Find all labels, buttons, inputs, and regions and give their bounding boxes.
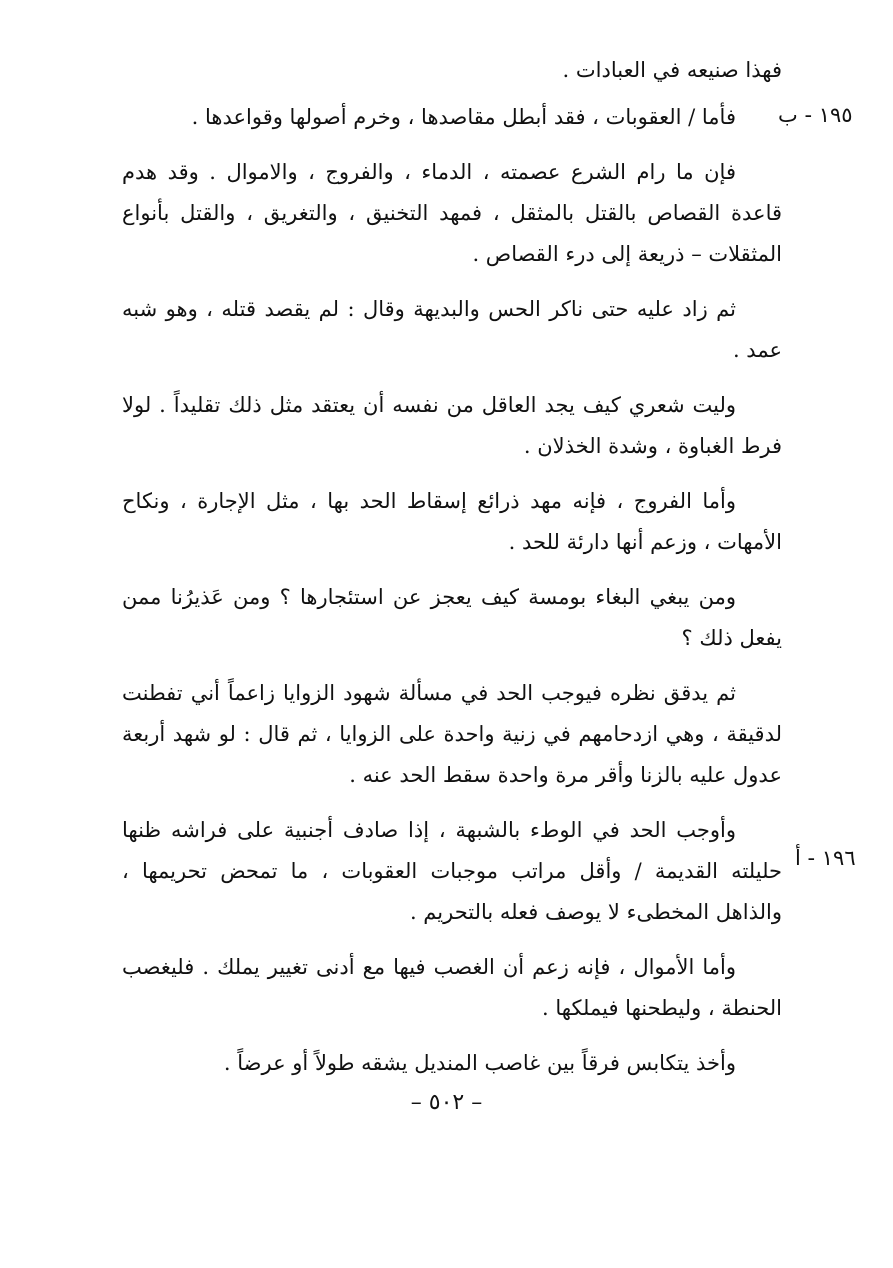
paragraph-quasi-intent: ثم زاد عليه حتى ناكر الحس والبديهة وقال : لم يقصد قتله ، وهو شبه عمد .	[122, 297, 782, 362]
paragraph-usurper: وأخذ يتكابس فرقاً بين غاصب المنديل يشقه طولاً أو عرضاً .	[223, 1051, 736, 1075]
text-body	[122, 50, 782, 1098]
paragraph-chastity: وأما الفروج ، فإنه مهد ذرائع إسقاط الحد بها ، مثل الإجارة ، ونكاح الأمهات ، وزعم أنها دارئة للحد .	[122, 489, 782, 554]
paragraph-imitation: وليت شعري كيف يجد العاقل من نفسه أن يعتقد مثل ذلك تقليداً . لولا فرط الغباوة ، وشدة الخذلان .	[122, 393, 782, 458]
page-number: – ٥٠٢ –	[410, 1090, 483, 1115]
margin-note-folio-195b: ١٩٥ - ب	[778, 103, 853, 127]
paragraph-property: وأما الأموال ، فإنه زعم أن الغصب فيها مع أدنى تغيير يملك . فليغصب الحنطة ، وليطحنها فيملكها .	[122, 955, 782, 1020]
paragraph-question: ومن يبغي البغاء بومسة كيف يعجز عن استئجارها ؟ ومن عَذيرُنا ممن يفعل ذلك ؟	[122, 585, 782, 650]
paragraph-retribution: فإن ما رام الشرع عصمته ، الدماء ، والفروج ، والاموال . وقد هدم قاعدة القصاص بالقتل بالمثقل ، فمهد التخنيق ، والتغريق ، والقتل بأنواع المثقلات – ذريعة إلى درء القصاص .	[122, 160, 782, 266]
opening-line: فهذا صنيعه في العبادات .	[562, 58, 782, 82]
paragraph-punishments: فأما / العقوبات ، فقد أبطل مقاصدها ، وخرم أصولها وقواعدها .	[191, 105, 736, 129]
paragraph-doubt: وأوجب الحد في الوطء بالشبهة ، إذا صادف أجنبية على فراشه ظنها حليلته القديمة / وأقل مراتب موجبات العقوبات ، ما تمحض تحريمها ، والذاهل المخطىء لا يوصف فعله بالتحريم .	[122, 818, 782, 924]
paragraph-witnesses: ثم يدقق نظره فيوجب الحد في مسألة شهود الزوايا زاعماً أني تفطنت لدقيقة ، وهي ازدحامهم في زنية واحدة على الزوايا ، ثم قال : لو شهد أربعة عدول عليه بالزنا وأقر مرة واحدة سقط الحد عنه .	[122, 681, 782, 787]
margin-note-folio-196a: ١٩٦ - أ	[795, 846, 856, 870]
